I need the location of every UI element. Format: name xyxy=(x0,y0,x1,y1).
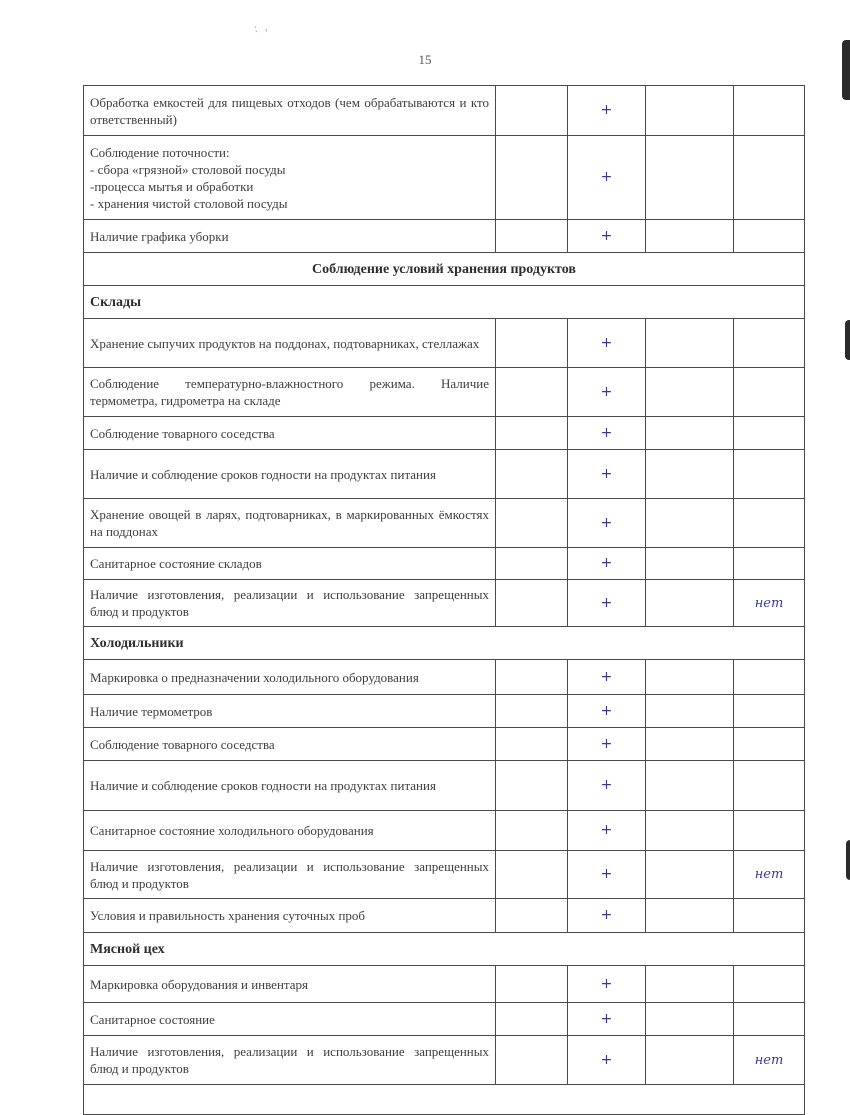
subsection-title-row xyxy=(84,286,805,319)
empty-cell xyxy=(646,136,734,220)
compliance-mark: + xyxy=(568,899,646,933)
empty-cell xyxy=(496,417,568,450)
empty-cell xyxy=(646,728,734,761)
subsection-title-row xyxy=(84,933,805,966)
handwritten-note: нет xyxy=(734,580,805,627)
table-row xyxy=(84,1036,805,1085)
page-number: 15 xyxy=(418,52,432,67)
empty-cell xyxy=(646,499,734,548)
handwritten-note xyxy=(734,368,805,417)
criterion-text: Маркировка оборудования и инвентаря xyxy=(84,966,496,1003)
table-row xyxy=(84,220,805,253)
empty-cell xyxy=(496,86,568,136)
empty-cell xyxy=(496,450,568,499)
empty-cell xyxy=(646,548,734,580)
handwritten-note xyxy=(734,548,805,580)
empty-cell xyxy=(646,220,734,253)
criterion-text: Наличие изготовления, реализации и использование запрещенных блюд и продуктов xyxy=(84,1036,496,1085)
handwritten-note xyxy=(734,450,805,499)
criterion-text: Наличие и соблюдение сроков годности на продуктах питания xyxy=(84,761,496,811)
empty-cell xyxy=(496,851,568,899)
empty-cell xyxy=(496,136,568,220)
criterion-text: Соблюдение температурно-влажностного режима. Наличие термометра, гидрометра на складе xyxy=(84,368,496,417)
empty-cell xyxy=(646,966,734,1003)
table-row xyxy=(84,86,805,136)
compliance-mark: + xyxy=(568,1036,646,1085)
handwritten-note xyxy=(734,1003,805,1036)
empty-cell xyxy=(496,899,568,933)
handwritten-note xyxy=(734,86,805,136)
empty-cell xyxy=(496,695,568,728)
table-row xyxy=(84,660,805,695)
empty-cell xyxy=(496,811,568,851)
empty-cell xyxy=(646,450,734,499)
empty-cell xyxy=(646,899,734,933)
empty-cell xyxy=(646,851,734,899)
table-row xyxy=(84,368,805,417)
handwritten-note xyxy=(734,319,805,368)
scan-edge-shadow xyxy=(842,40,850,100)
section-title-row xyxy=(84,253,805,286)
table-row xyxy=(84,899,805,933)
table-row xyxy=(84,136,805,220)
empty-cell xyxy=(646,1003,734,1036)
criterion-text: Обработка емкостей для пищевых отходов (чем обрабатываются и кто ответственный) xyxy=(84,86,496,136)
handwritten-note xyxy=(734,417,805,450)
table-row xyxy=(84,417,805,450)
compliance-mark: + xyxy=(568,728,646,761)
handwritten-note xyxy=(734,660,805,695)
criterion-text: Санитарное состояние складов xyxy=(84,548,496,580)
empty-cell xyxy=(496,368,568,417)
subsection-title: Склады xyxy=(84,286,805,319)
handwritten-note: нет xyxy=(734,851,805,899)
criterion-text: Наличие термометров xyxy=(84,695,496,728)
compliance-mark: + xyxy=(568,136,646,220)
compliance-mark: + xyxy=(568,499,646,548)
handwritten-note xyxy=(734,136,805,220)
handwritten-note xyxy=(734,728,805,761)
empty-cell xyxy=(496,319,568,368)
table-row xyxy=(84,966,805,1003)
handwritten-note: нет xyxy=(734,1036,805,1085)
empty-cell xyxy=(496,966,568,1003)
criterion-text: Наличие графика уборки xyxy=(84,220,496,253)
criterion-text: Маркировка о предназначении холодильного оборудования xyxy=(84,660,496,695)
empty-cell xyxy=(496,548,568,580)
criterion-text: Наличие изготовления, реализации и использование запрещенных блюд и продуктов xyxy=(84,580,496,627)
table-row xyxy=(84,580,805,627)
subsection-title: Мясной цех xyxy=(84,933,805,966)
criterion-text: Соблюдение товарного соседства xyxy=(84,417,496,450)
section-title: Соблюдение условий хранения продуктов xyxy=(84,253,805,286)
compliance-mark: + xyxy=(568,450,646,499)
table-row xyxy=(84,695,805,728)
empty-cell xyxy=(496,1036,568,1085)
handwritten-note xyxy=(734,899,805,933)
empty-cell xyxy=(646,580,734,627)
compliance-mark: + xyxy=(568,851,646,899)
empty-cell xyxy=(646,1036,734,1085)
compliance-mark: + xyxy=(568,319,646,368)
criterion-text: Наличие и соблюдение сроков годности на продуктах питания xyxy=(84,450,496,499)
criterion-text: Наличие изготовления, реализации и использование запрещенных блюд и продуктов xyxy=(84,851,496,899)
empty-cell xyxy=(496,499,568,548)
criterion-text: Санитарное состояние xyxy=(84,1003,496,1036)
empty-cell xyxy=(646,761,734,811)
table-row xyxy=(84,319,805,368)
compliance-mark: + xyxy=(568,220,646,253)
empty-cell xyxy=(646,660,734,695)
table-row xyxy=(84,851,805,899)
table-row xyxy=(84,499,805,548)
empty-cell xyxy=(646,417,734,450)
compliance-mark: + xyxy=(568,695,646,728)
empty-cell xyxy=(496,761,568,811)
compliance-mark: + xyxy=(568,417,646,450)
compliance-mark: + xyxy=(568,761,646,811)
empty-cell xyxy=(646,86,734,136)
empty-cell xyxy=(496,580,568,627)
table-row xyxy=(84,1003,805,1036)
subsection-title-row xyxy=(84,627,805,660)
table-row xyxy=(84,811,805,851)
compliance-mark: + xyxy=(568,966,646,1003)
table-row xyxy=(84,728,805,761)
inspection-checklist-table xyxy=(83,85,805,1115)
compliance-mark: + xyxy=(568,580,646,627)
empty-cell xyxy=(496,1003,568,1036)
handwritten-note xyxy=(734,966,805,1003)
subsection-title: Холодильники xyxy=(84,627,805,660)
compliance-mark: + xyxy=(568,660,646,695)
scan-edge-shadow xyxy=(846,840,850,880)
empty-cell xyxy=(646,319,734,368)
table-row xyxy=(84,761,805,811)
empty-cell xyxy=(496,220,568,253)
table-row xyxy=(84,450,805,499)
criterion-text: Соблюдение поточности: - сбора «грязной» столовой посуды -процесса мытья и обработки - хранения чистой столовой посуды xyxy=(84,136,496,220)
empty-cell xyxy=(646,695,734,728)
compliance-mark: + xyxy=(568,86,646,136)
criterion-text: Хранение сыпучих продуктов на поддонах, подтоварниках, стеллажах xyxy=(84,319,496,368)
handwritten-note xyxy=(734,220,805,253)
empty-cell xyxy=(496,728,568,761)
criterion-text: Санитарное состояние холодильного оборудования xyxy=(84,811,496,851)
criterion-text: Хранение овощей в ларях, подтоварниках, в маркированных ёмкостях на поддонах xyxy=(84,499,496,548)
compliance-mark: + xyxy=(568,548,646,580)
compliance-mark: + xyxy=(568,368,646,417)
compliance-mark: + xyxy=(568,1003,646,1036)
handwritten-note xyxy=(734,499,805,548)
handwritten-note xyxy=(734,811,805,851)
criterion-text: Условия и правильность хранения суточных проб xyxy=(84,899,496,933)
compliance-mark: + xyxy=(568,811,646,851)
table-row xyxy=(84,548,805,580)
scan-edge-shadow xyxy=(845,320,850,360)
handwritten-note xyxy=(734,761,805,811)
criterion-text: Соблюдение товарного соседства xyxy=(84,728,496,761)
empty-cell xyxy=(646,368,734,417)
empty-cell xyxy=(646,811,734,851)
empty-cell xyxy=(496,660,568,695)
scan-specks: : , xyxy=(252,18,271,36)
handwritten-note xyxy=(734,695,805,728)
